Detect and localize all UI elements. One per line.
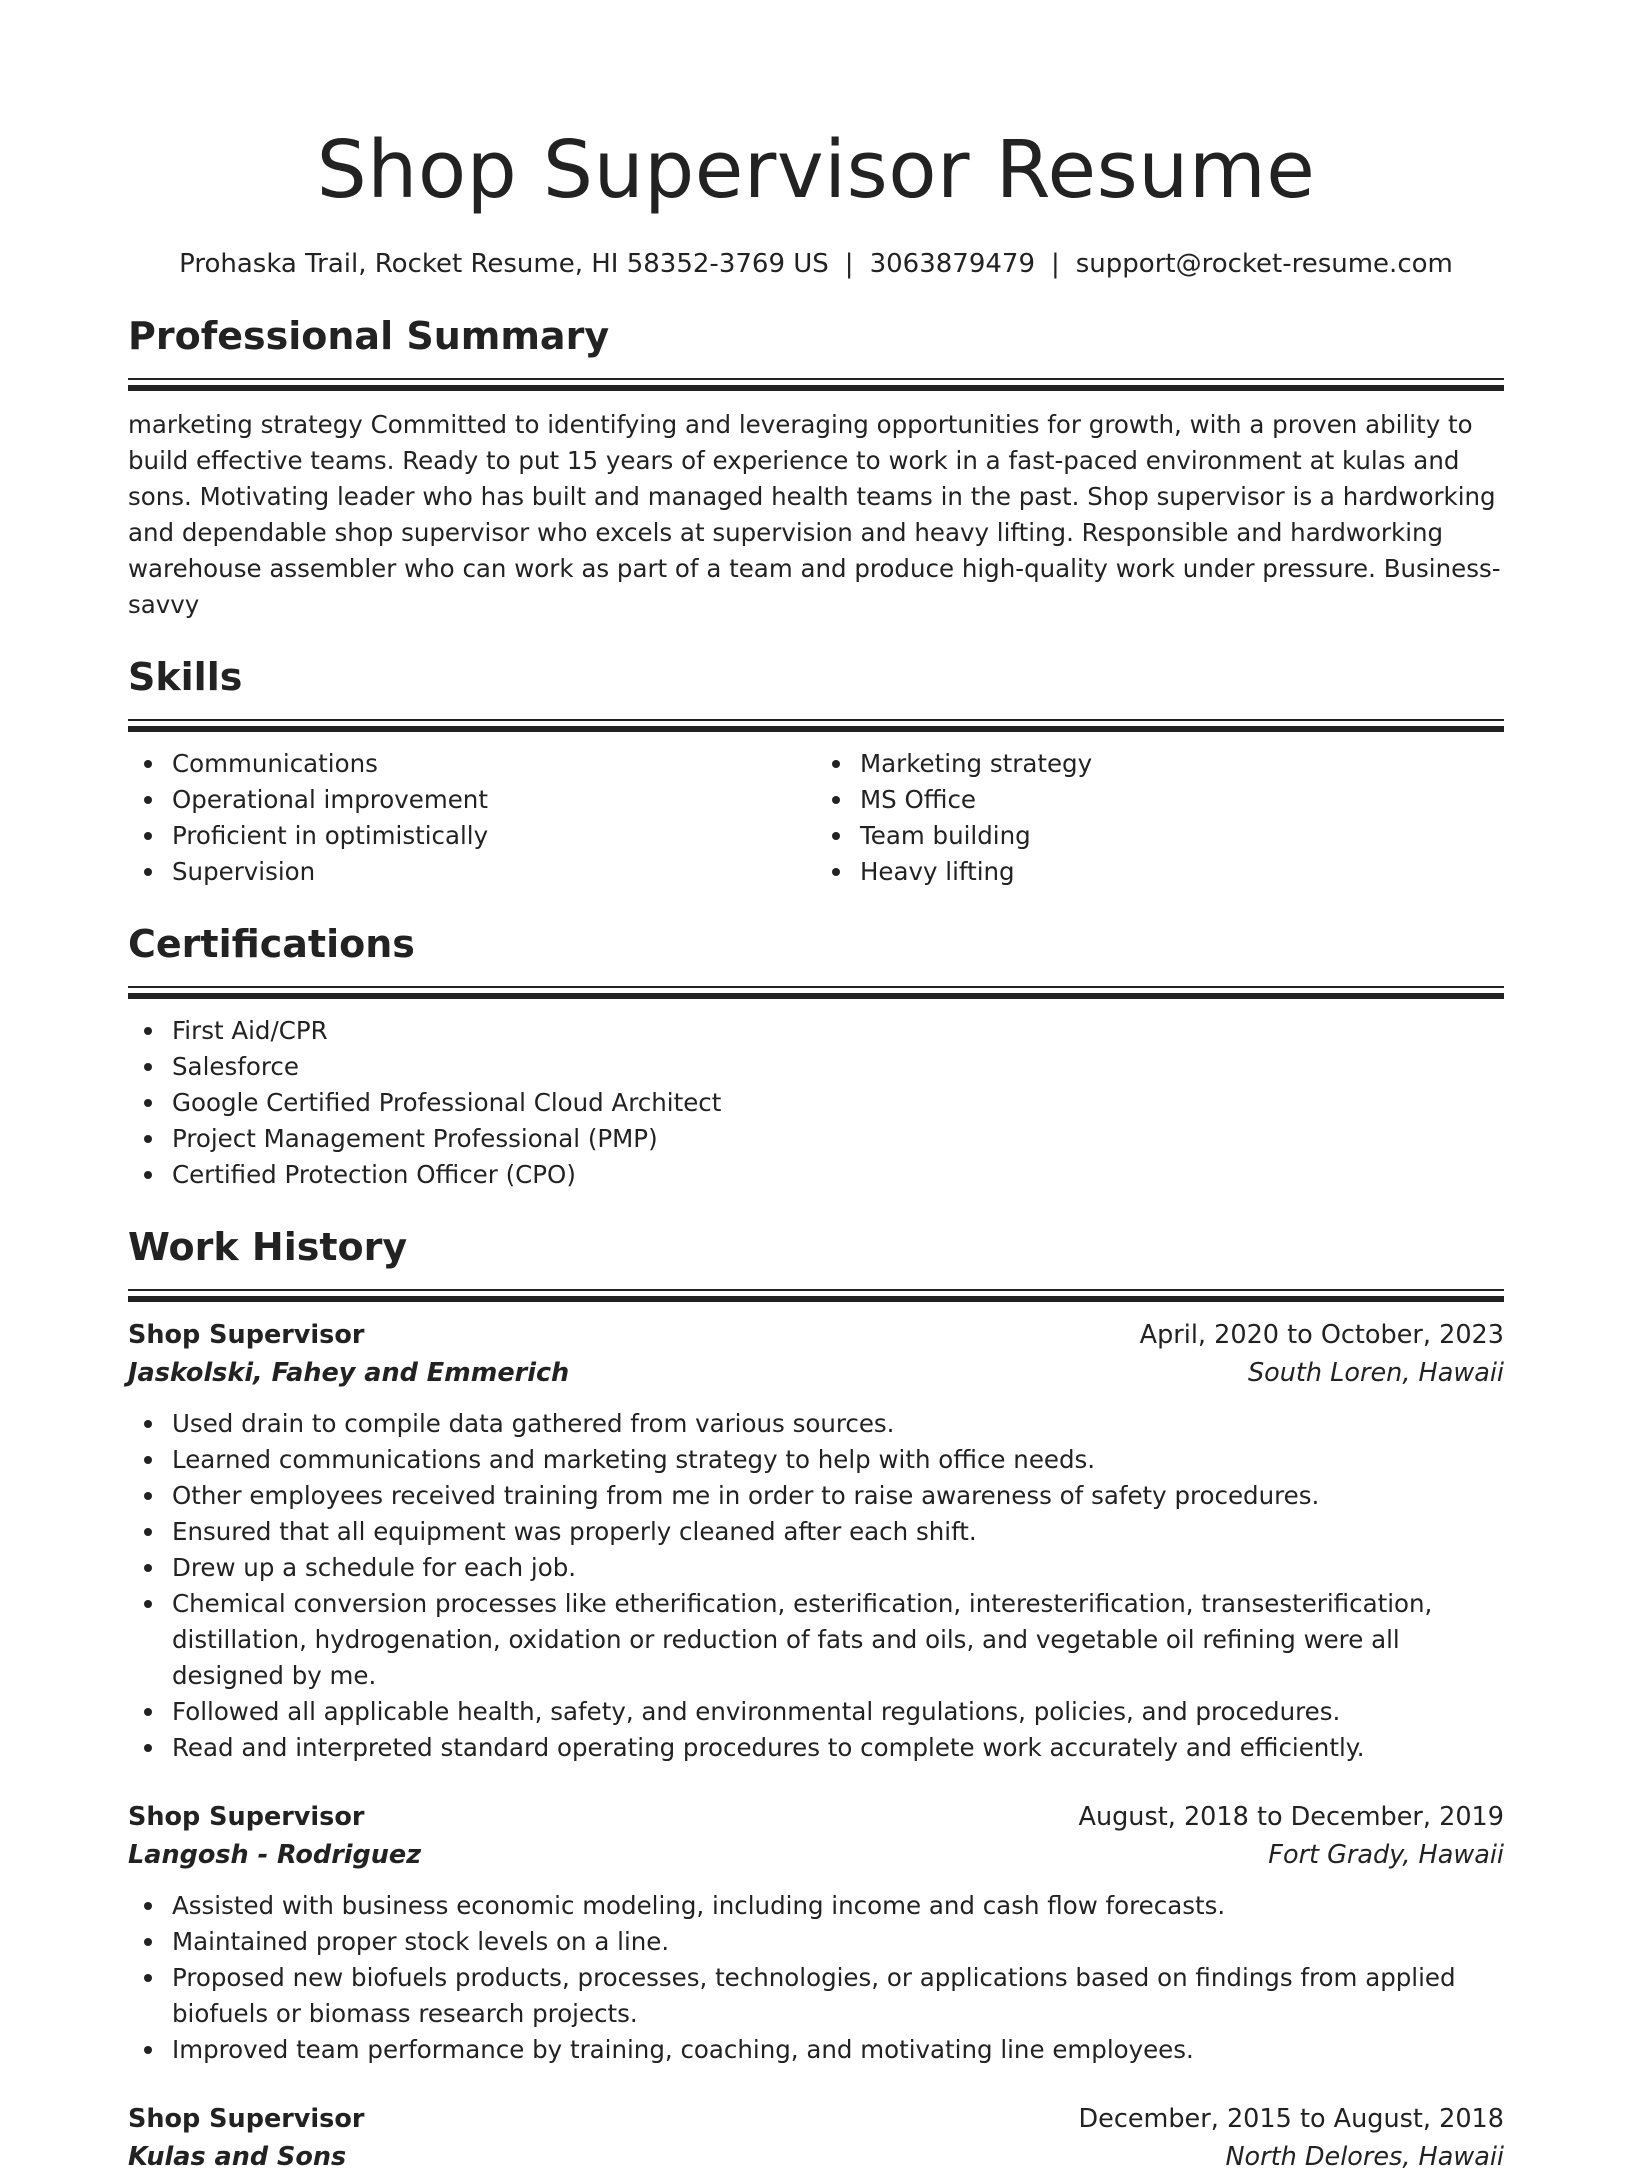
job-dates: December, 2015 to August, 2018 bbox=[1078, 2104, 1504, 2134]
job-subheader-row bbox=[128, 1354, 1504, 1392]
job-bullet: Chemical conversion processes like etherification, esterification, interesterification, transesterification, distillation, hydrogenation, oxidation or reduction of fats and oils, and vegetable oil refining were all designed by me. bbox=[128, 1586, 1504, 1694]
skills-list-right bbox=[816, 746, 1504, 890]
certification-item: Certified Protection Officer (CPO) bbox=[128, 1157, 1504, 1193]
job-dates: April, 2020 to October, 2023 bbox=[1139, 1320, 1504, 1350]
section-divider-thick bbox=[128, 1296, 1504, 1302]
contact-email: support@rocket-resume.com bbox=[1075, 249, 1453, 279]
skill-item: Communications bbox=[128, 746, 816, 782]
contact-address: Prohaska Trail, Rocket Resume, HI 58352-3769 US bbox=[179, 249, 829, 279]
section-divider bbox=[128, 1289, 1504, 1291]
contact-line bbox=[128, 246, 1504, 282]
job-company: Jaskolski, Fahey and Emmerich bbox=[128, 1358, 570, 1388]
job-title: Shop Supervisor bbox=[128, 2104, 365, 2134]
resume-title: Shop Supervisor Resume bbox=[316, 124, 1316, 216]
certification-item: First Aid/CPR bbox=[128, 1013, 1504, 1049]
job-header-row bbox=[128, 1798, 1504, 1836]
job-bullet: Drew up a schedule for each job. bbox=[128, 1550, 1504, 1586]
job-dates: August, 2018 to December, 2019 bbox=[1078, 1802, 1504, 1832]
section-divider bbox=[128, 378, 1504, 380]
certifications-heading: Certifications bbox=[128, 922, 415, 966]
work-history-heading: Work History bbox=[128, 1225, 408, 1269]
skill-item: Heavy lifting bbox=[816, 854, 1504, 890]
job-company: Langosh - Rodriguez bbox=[128, 1840, 422, 1870]
job-subheader-row bbox=[128, 1836, 1504, 1874]
job-bullets bbox=[128, 1888, 1504, 2068]
skill-item: Team building bbox=[816, 818, 1504, 854]
job-header-row bbox=[128, 1316, 1504, 1354]
skills-list-left bbox=[128, 746, 816, 890]
job-location: Fort Grady, Hawaii bbox=[1268, 1840, 1504, 1870]
skills-columns bbox=[128, 746, 1504, 890]
job-location: North Delores, Hawaii bbox=[1225, 2142, 1504, 2172]
contact-phone: 3063879479 bbox=[869, 249, 1035, 279]
job-bullet: Read and interpreted standard operating procedures to complete work accurately and efficiently. bbox=[128, 1730, 1504, 1766]
skill-item: Operational improvement bbox=[128, 782, 816, 818]
certifications-list bbox=[128, 1013, 1504, 1193]
certification-item: Project Management Professional (PMP) bbox=[128, 1121, 1504, 1157]
job-header-row bbox=[128, 2100, 1504, 2138]
job-title: Shop Supervisor bbox=[128, 1320, 365, 1350]
job-entry bbox=[128, 1798, 1504, 2068]
job-bullet: Other employees received training from me in order to raise awareness of safety procedures. bbox=[128, 1478, 1504, 1514]
job-location: South Loren, Hawaii bbox=[1247, 1358, 1504, 1388]
section-divider-thick bbox=[128, 385, 1504, 391]
job-bullet: Improved team performance by training, coaching, and motivating line employees. bbox=[128, 2032, 1504, 2068]
job-bullets bbox=[128, 1406, 1504, 1766]
summary-text: marketing strategy Committed to identifying and leveraging opportunities for growth, with a proven ability to build effective teams. Ready to put 15 years of experience to work in a fast-paced environment at kulas and sons. Motivating leader who has built and managed health teams in the past. Shop supervisor is a hardworking and dependable shop supervisor who excels at supervision and heavy lifting. Responsible and hardworking warehouse assembler who can work as part of a team and produce high-quality work under pressure. Business-savvy bbox=[128, 410, 1501, 619]
skill-item: Supervision bbox=[128, 854, 816, 890]
section-divider bbox=[128, 986, 1504, 988]
job-title: Shop Supervisor bbox=[128, 1802, 365, 1832]
job-bullet: Followed all applicable health, safety, and environmental regulations, policies, and procedures. bbox=[128, 1694, 1504, 1730]
section-divider bbox=[128, 719, 1504, 721]
job-bullet: Proposed new biofuels products, processes, technologies, or applications based on findings from applied biofuels or biomass research projects. bbox=[128, 1960, 1504, 2032]
skills-heading: Skills bbox=[128, 655, 243, 699]
contact-separator: | bbox=[844, 249, 854, 279]
section-divider-thick bbox=[128, 726, 1504, 732]
job-bullet: Ensured that all equipment was properly cleaned after each shift. bbox=[128, 1514, 1504, 1550]
contact-separator: | bbox=[1050, 249, 1060, 279]
skill-item: Proficient in optimistically bbox=[128, 818, 816, 854]
job-subheader-row bbox=[128, 2138, 1504, 2176]
summary-heading: Professional Summary bbox=[128, 314, 610, 358]
certification-item: Salesforce bbox=[128, 1049, 1504, 1085]
certification-item: Google Certified Professional Cloud Architect bbox=[128, 1085, 1504, 1121]
job-bullet: Maintained proper stock levels on a line. bbox=[128, 1924, 1504, 1960]
job-entry bbox=[128, 2100, 1504, 2176]
section-divider-thick bbox=[128, 993, 1504, 999]
job-bullet: Assisted with business economic modeling, including income and cash flow forecasts. bbox=[128, 1888, 1504, 1924]
skill-item: MS Office bbox=[816, 782, 1504, 818]
job-entry bbox=[128, 1316, 1504, 1766]
job-bullet: Used drain to compile data gathered from various sources. bbox=[128, 1406, 1504, 1442]
job-bullet: Learned communications and marketing strategy to help with office needs. bbox=[128, 1442, 1504, 1478]
job-company: Kulas and Sons bbox=[128, 2142, 347, 2172]
skill-item: Marketing strategy bbox=[816, 746, 1504, 782]
